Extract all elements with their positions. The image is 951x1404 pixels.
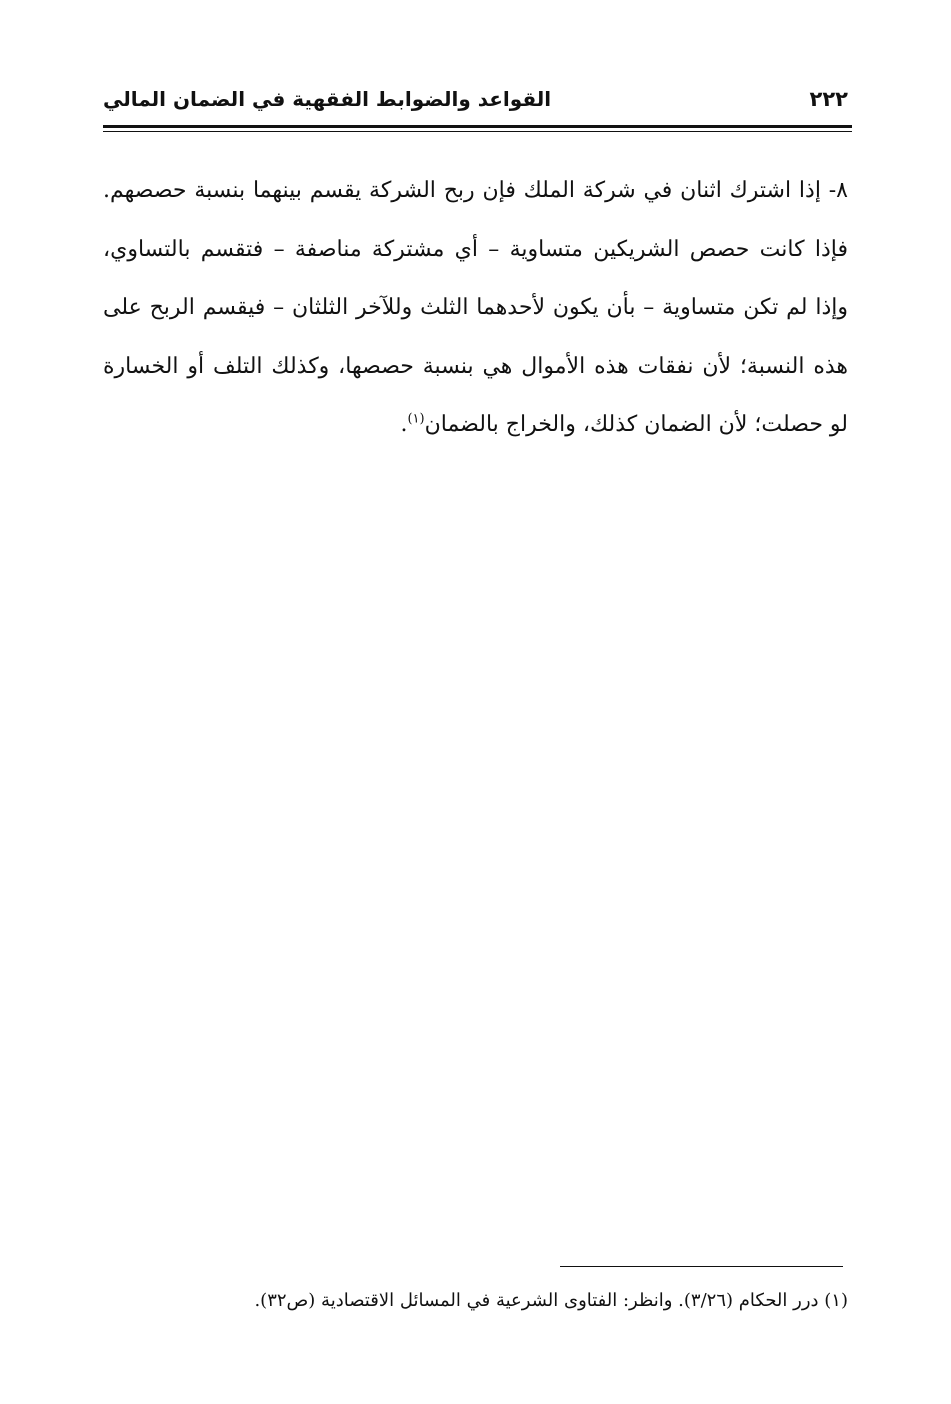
page-number: ٢٢٢: [809, 87, 848, 111]
body-paragraph: [103, 162, 848, 455]
header-rule-thick: [103, 125, 852, 128]
footnote: (١) درر الحكام (٣/٢٦). وانظر: الفتاوى الشرعية في المسائل الاقتصادية (ص٣٢).: [254, 1290, 848, 1311]
paragraph-text: ٨- إذا اشترك اثنان في شركة الملك فإن ربح الشركة يقسم بينهما بنسبة حصصهم. فإذا كانت حصص الشريكين متساوية – أي مشتركة مناصفة – فتقسم بالتساوي، وإذا لم تكن متساوية – بأن يكون لأحدهما الثلث وللآخر الثلثان – فيقسم الربح على هذه النسبة؛ لأن نفقات هذه الأموال هي بنسبة حصصها، وكذلك التلف أو الخسارة لو حصلت؛ لأن الضمان كذلك، والخراج بالضمان: [103, 178, 848, 437]
running-header: [103, 82, 848, 116]
header-rule-thin: [103, 131, 852, 132]
footnote-marker[interactable]: (١): [407, 411, 425, 427]
paragraph-end: .: [400, 412, 408, 437]
footnote-separator: [560, 1266, 843, 1267]
running-title: القواعد والضوابط الفقهية في الضمان المالي: [103, 87, 552, 111]
